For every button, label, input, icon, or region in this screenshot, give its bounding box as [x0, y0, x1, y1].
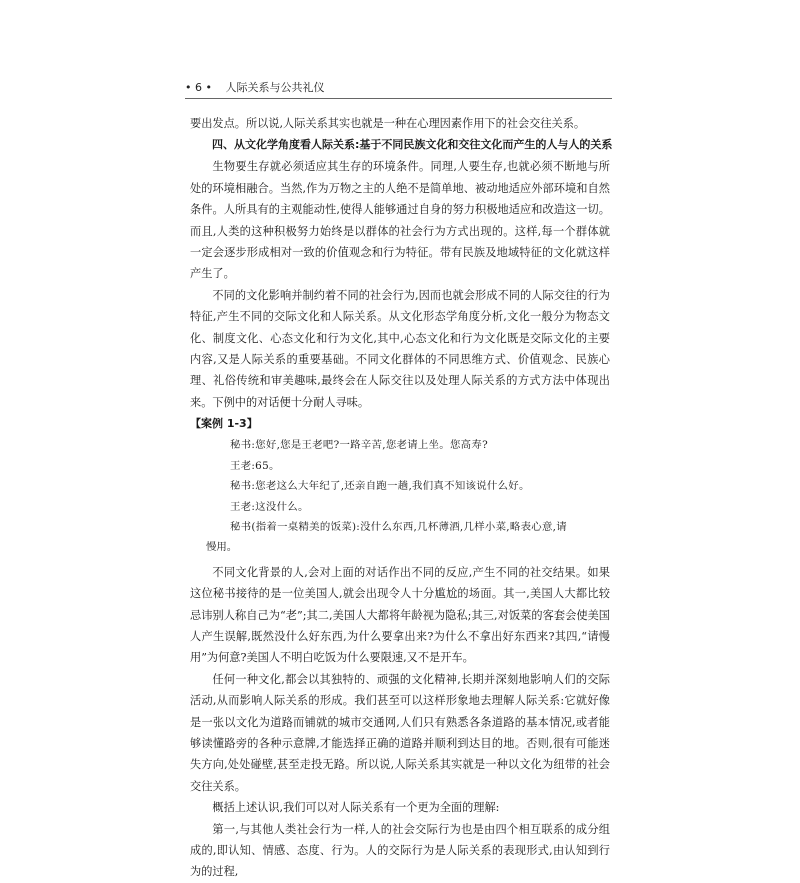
page-body [190, 113, 613, 883]
header-divider [185, 98, 612, 99]
dialogue-line-continuation: 慢用。 [206, 541, 238, 554]
paragraph-5: 概括上述认识,我们可以对人际关系有一个更为全面的理解: [212, 801, 500, 815]
section-heading: 四、从文化学角度看人际关系:基于不同民族文化和交往文化而产生的人与人的关系 [212, 138, 613, 152]
running-header [185, 80, 610, 96]
paragraph-intro: 要出发点。所以说,人际关系其实也就是一种在心理因素作用下的社会交往关系。 [190, 117, 586, 130]
paragraph-1: 生物要生存就必须适应其生存的环境条件。同理,人要生存,也就必须不断地与所处的环境相融合。当然,作为万物之主的人绝不是简单地、被动地适应外部环境和自然条件。人所具有的主观能动性,使得人能够通过自身的努力积极地适应和改造这一切。而且,人类的这种积极努力始终是以群体的社会行为方式出现的。这样,每一个群体就一定会逐步形成相对一致的价值观念和行为特征。带有民族及地域特征的文化就这样产生了。 [190, 160, 610, 281]
paragraph-6: 第一,与其他人类社会行为一样,人的社会交际行为也是由四个相互联系的成分组成的,即认知、情感、态度、行为。人的交际行为是人际关系的表现形式,由认知到行为的过程, [190, 822, 610, 879]
dialogue-line: 王老:这没什么。 [230, 500, 309, 513]
dialogue-line: 秘书:您老这么大年纪了,还亲自跑一趟,我们真不知该说什么好。 [230, 480, 530, 493]
dialogue-line: 秘书:您好,您是王老吧?一路辛苦,您老请上坐。您高寿? [230, 439, 488, 452]
dialogue-line: 王老:65。 [230, 459, 280, 472]
paragraph-3: 不同文化背景的人,会对上面的对话作出不同的反应,产生不同的社交结果。如果这位秘书接待的是一位美国人,就会出现令人十分尴尬的场面。其一,美国人大都比较忌讳别人称自己为“老”;其二,美国人大都将年龄视为隐私;其三,对饭菜的客套会使美国人产生误解,既然没什么好东西,为什么要拿出来?为什么不拿出好东西来?其四,“请慢用”为何意?美国人不明白吃饭为什么要限速,又不是开车。 [190, 565, 610, 665]
dialogue-line: 秘书(指着一桌精美的饭菜):没什么东西,几杯薄酒,几样小菜,略表心意,请 [230, 520, 567, 533]
case-label: 【案例 1-3】 [190, 417, 258, 431]
book-title: 人际关系与公共礼仪 [225, 81, 325, 94]
paragraph-4: 任何一种文化,都会以其独特的、顽强的文化精神,长期并深刻地影响人们的交际活动,从而影响人际关系的形成。我们甚至可以这样形象地去理解人际关系:它就好像是一张以文化为道路而铺就的城市交通网,人们只有熟悉各条道路的基本情况,或者能够读懂路旁的各种示意牌,才能选择正确的道路并顺利到达目的地。否则,很有可能迷失方向,处处碰壁,甚至走投无路。所以说,人际关系其实就是一种以文化为纽带的社会交往关系。 [190, 672, 610, 793]
page-number: • 6 • [185, 81, 212, 94]
case-dialogue [190, 435, 610, 557]
paragraph-2: 不同的文化影响并制约着不同的社会行为,因而也就会形成不同的人际交往的行为特征,产生不同的交际文化和人际关系。从文化形态学角度分析,文化一般分为物态文化、制度文化、心态文化和行为文化,其中,心态文化和行为文化既是交际文化的主要内容,又是人际关系的重要基础。不同文化群体的不同思维方式、价值观念、民族心理、礼俗传统和审美趣味,最终会在人际交往以及处理人际关系的方式方法中体现出来。下例中的对话便十分耐人寻味。 [190, 288, 610, 409]
